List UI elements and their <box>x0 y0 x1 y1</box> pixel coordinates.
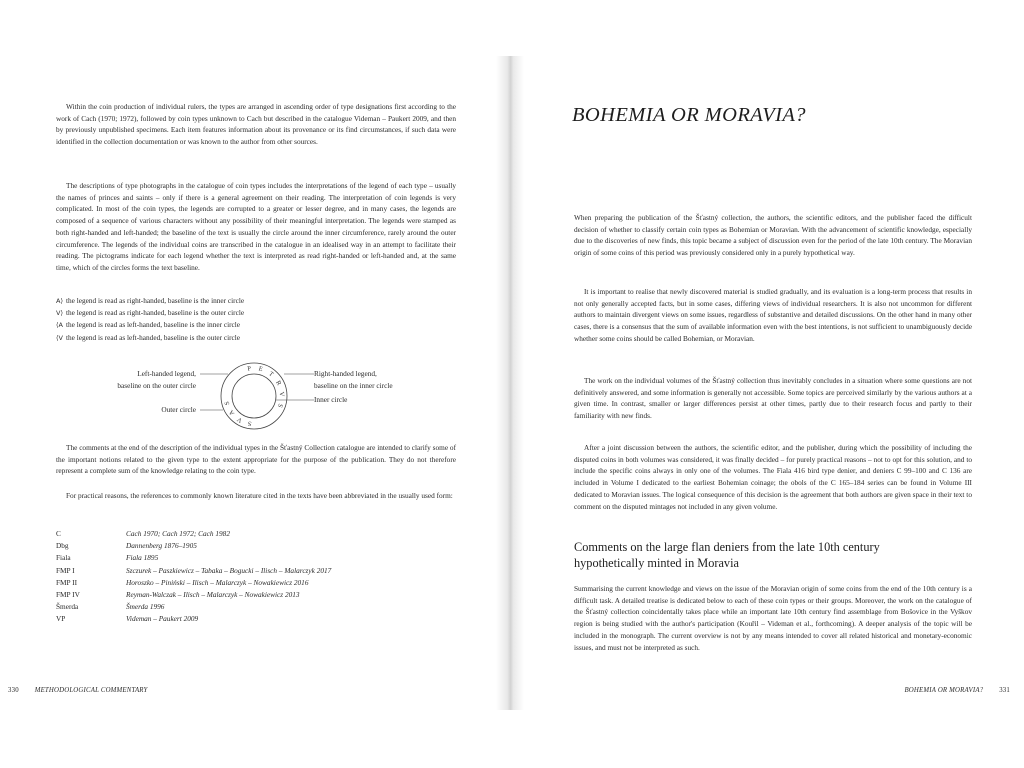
abbreviation-value: Szczurek – Paszkiewicz – Tabaka – Bogucki – Ilisch – Malarczyk 2017 <box>126 565 332 575</box>
abbreviation-row <box>56 552 436 564</box>
legend-letter: A <box>227 408 237 417</box>
inner-legend-letters <box>223 400 252 427</box>
abbreviation-value: Cach 1970; Cach 1972; Cach 1982 <box>126 529 230 538</box>
subheading-line-1: Comments on the large flan deniers from the late 10th century <box>574 540 880 554</box>
abbreviation-value: Reyman-Walczak – Ilisch – Malarczyk – Nowakiewicz 2013 <box>126 590 300 600</box>
abbreviation-key: FMP I <box>56 565 75 575</box>
abbreviation-key: Šmerda <box>56 602 79 612</box>
right-page-number: 331 <box>999 687 1010 694</box>
book-gutter <box>496 56 524 710</box>
diagram-label-left <box>96 368 196 391</box>
legend-letter: V <box>236 415 244 424</box>
subheading-line-2: hypothetically minted in Moravia <box>574 555 739 570</box>
diagram-label-right <box>314 368 424 391</box>
right-paragraph-3: The work on the individual volumes of the Šťastný collection thus inevitably concludes in a situation where some questions are not definitively answered, and some information is generally not accessible. Some topics are perceived similarly by the various authors at a given time. In contrast, smaller or larger differences persist at other times, partly due to their research focus and partly to their familiarity with new finds. <box>574 376 972 421</box>
abbreviation-key: Dbg <box>56 541 69 551</box>
legend-reading-item <box>56 332 436 344</box>
left-paragraph-2: The descriptions of type photographs in the catalogue of coin types includes the interpretations of the legend of each type – usually the names of princes and saints – only if there is a general agreement on their reading. The interpretation of coin legends is very complicated. In most of the coin types, the legends are corrupted to a greater or lesser degree, and in many cases, the legends are composed of a sequence of various characters without any possibility of their meaningful interpretation. The legends were stamped as both right-handed and left-handed; the baseline of the text is usually the circle around the inner circumference, rarely around the outer circumference. The legends of the individual coins are transcribed in the catalogue in an idealised way in an attempt to facilitate their reading. The pictograms indicate for each legend whether the text is interpreted as read right-handed or left-handed and, at the same time, which of the circles forms the text baseline. <box>56 181 456 272</box>
abbreviation-value: Dannenberg 1876–1905 <box>126 541 197 551</box>
legend-pictogram-icon: ⟨V <box>56 333 63 342</box>
right-footer <box>904 687 1010 694</box>
legend-reading-item <box>56 307 436 319</box>
legend-reading-text: the legend is read as left-handed, baseline is the outer circle <box>66 332 241 342</box>
right-paragraph-1: When preparing the publication of the Šťastný collection, the authors, the scientific editors, and the publisher faced the difficult decision of whether to classify certain coin types as Bohemian or Moravian. With the advancement of scientific knowledge, especially due to the discoveries of new finds, this topic became a subject of discussion even for the period of the late 10th century. The Moravian origin of some coins of this period was previously considered only in a purely hypothetical way. <box>574 213 972 258</box>
legend-reading-text: the legend is read as left-handed, baseline is the inner circle <box>66 320 241 330</box>
abbreviation-key: FMP II <box>56 577 78 587</box>
legend-letter: V <box>277 391 286 397</box>
legend-letter: S <box>247 419 253 427</box>
abbreviation-row <box>56 528 436 540</box>
section-subheading <box>574 540 972 571</box>
diagram-left-label-line-2: baseline on the outer circle <box>117 380 196 390</box>
diagram-right-label-line-2: baseline on the inner circle <box>314 380 393 390</box>
abbreviation-key: C <box>56 529 61 538</box>
abbreviation-value: Videman – Paukert 2009 <box>126 614 199 624</box>
right-paragraph-5: Summarising the current knowledge and views on the issue of the Moravian origin of some coins from the end of the 10th century is a difficult task. A detailed treatise is dedicated below to each of these coin types or their groups. Moreover, the work on the catalogue of the Šťastný collection coincidentally takes place while an important late 10th century find assemblage from Bošovice in the Vyškov region is being studied with the author's participation (Kouřil – Videman et al., forthcoming). A deeper analysis of the topic will be included in the monograph. The current overview is not by any means intended to cover all related historical and monetary-economic issues, and must not be interpreted as such. <box>574 584 972 652</box>
left-paragraph-4: For practical reasons, the references to commonly known literature cited in the texts have been abbreviated in the usually used form: <box>66 491 453 500</box>
abbreviation-value: Horoszko – Piniński – Ilisch – Malarczyk – Nowakiewicz 2016 <box>126 577 309 587</box>
legend-letter: E <box>257 365 264 374</box>
legend-letter: R <box>274 379 283 387</box>
abbreviation-row <box>56 601 436 613</box>
left-paragraph-3: The comments at the end of the description of the individual types in the Šťastný Collection catalogue are intended to clarify some of the important notions related to the given type to the extent appropriate for the purpose of the publication. They do not therefore represent a complete sum of the knowledge relating to the coin type. <box>56 443 456 476</box>
abbreviation-key: FMP IV <box>56 590 80 600</box>
legend-letter: S <box>223 400 232 406</box>
abbreviation-value: Šmerda 1996 <box>126 602 165 612</box>
abbreviation-list <box>56 528 436 626</box>
abbreviation-row <box>56 577 436 589</box>
diagram-label-inner: Inner circle <box>314 395 348 404</box>
abbreviation-row <box>56 565 436 577</box>
chapter-title: BOHEMIA OR MORAVIA? <box>572 104 806 126</box>
right-paragraph-4: After a joint discussion between the authors, the scientific editor, and the publisher, during which the possibility of including the disputed coins in both volumes was considered, it was finally decided – for purely practical reasons – not to opt for this solution, and to include the specific coins always in only one of the volumes. The Fiala 416 bird type denier, and deniers C 99–100 and C 136 are included in Volume I dedicated to the earliest Bohemian coinage; the obols of the C 165–184 series can be found in Volume III dedicated to Moravian issues. The logical consequence of this decision is the agreement that both authors are given space in their text to comment on the disputed mintages not included in any given volume. <box>574 443 972 511</box>
abbreviation-value: Fiala 1895 <box>126 553 159 563</box>
legend-pictogram-icon: A⟩ <box>56 297 63 305</box>
left-footer <box>8 687 148 694</box>
legend-letter: P <box>246 365 252 373</box>
diagram-label-outer: Outer circle <box>161 405 196 414</box>
diagram-right-label-line-1: Right-handed legend, <box>314 369 377 378</box>
legend-pictogram-icon: V⟩ <box>56 309 63 318</box>
legend-letter: S <box>275 402 284 409</box>
legend-pictogram-icon: ⟨A <box>56 321 63 330</box>
outer-legend-letters <box>247 365 285 409</box>
left-running-head: METHODOLOGICAL COMMENTARY <box>34 687 148 694</box>
abbreviation-key: VP <box>56 614 66 624</box>
inner-circle <box>232 374 276 418</box>
coin-circles-svg <box>200 358 320 438</box>
abbreviation-row <box>56 589 436 601</box>
left-page-number: 330 <box>8 687 19 694</box>
legend-reading-item <box>56 319 436 331</box>
right-running-head: BOHEMIA OR MORAVIA? <box>904 687 984 694</box>
legend-reading-item <box>56 295 436 307</box>
abbreviation-key: Fiala <box>56 553 71 563</box>
legend-letter: T <box>267 370 275 379</box>
outer-circle <box>221 363 287 429</box>
legend-reading-text: the legend is read as right-handed, baseline is the inner circle <box>66 296 245 305</box>
abbreviation-row <box>56 613 436 625</box>
right-paragraph-2: It is important to realise that newly discovered material is studied gradually, and its evaluation is a long-term process that results in not only generally accepted facts, but in some cases, differing views of individual researchers. It is also not uncommon for different authors to maintain divergent views on some issues, regardless of substantive and detailed discussions. On the other hand in many other cases, there is a consensus that the sum of available information even with the best intentions, is not sufficient to unambiguously decide whether some coins should be called Bohemian, or Moravian. <box>574 287 972 343</box>
legend-reading-list <box>56 295 436 344</box>
diagram-left-label-line-1: Left-handed legend, <box>137 369 196 378</box>
legend-reading-text: the legend is read as right-handed, baseline is the outer circle <box>66 308 245 318</box>
left-paragraph-1: Within the coin production of individual rulers, the types are arranged in ascending order of type designations first according to the work of Cach (1970; 1972), followed by coin types unknown to Cach but described in the catalogue Videman – Paukert 2009, and then by previously unpublished specimens. Each item features information about its provenance or its find circumstances, if such data were identified in the collection documentation or was known to the author from other sources. <box>56 102 456 147</box>
abbreviation-row <box>56 540 436 552</box>
